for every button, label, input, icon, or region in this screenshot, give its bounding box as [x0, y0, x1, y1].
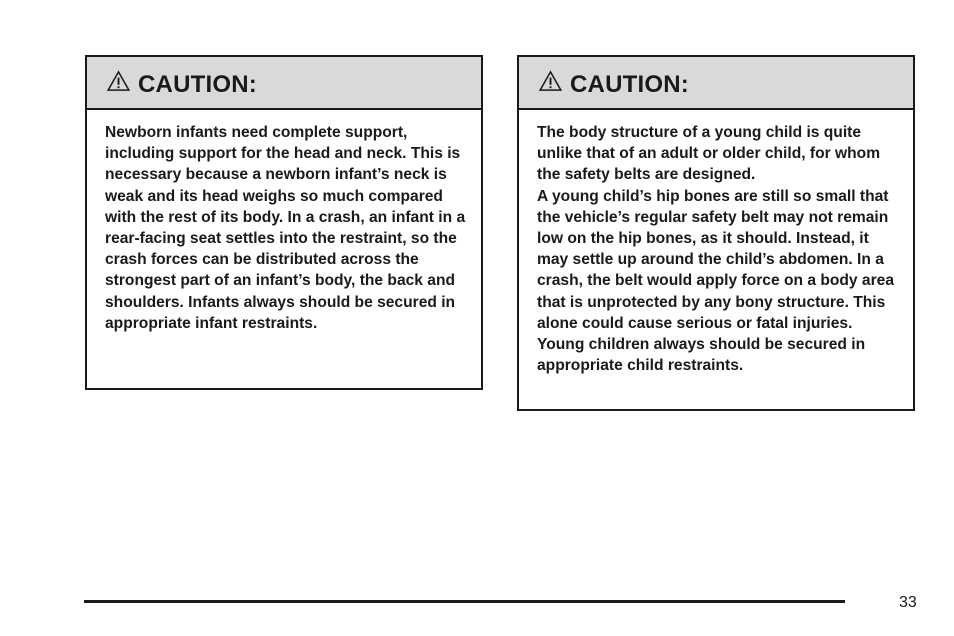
page-number: 33 [899, 594, 917, 611]
caution-title: CAUTION: [138, 70, 257, 98]
warning-triangle-icon [107, 70, 130, 92]
caution-text: Newborn infants need complete support, including support for the head and neck. This is necessary because a newborn infant’s neck is weak and its head weighs so much compared with the rest of its body. In a crash, an infant in a rear-facing seat settles into the restraint, so the crash forces can be distributed across the strongest part of an infant’s body, the back and shoulders. Infants always should be secured in appropriate infant restraints. [105, 124, 466, 332]
footer-rule [84, 600, 845, 603]
caution-text-part-2: A young child’s hip bones are still so small that the vehicle’s regular safety belt may not remain low on the hip bones, as it should. Instead, it may settle up around the child’s abdomen. In a crash, the belt would apply force on a body area that is unprotected by any bony structure. This alone could cause serious or fatal injuries. Young children always should be secured in appropriate child restraints. [537, 187, 895, 375]
caution-box-newborn [85, 55, 483, 390]
warning-triangle-icon [539, 70, 562, 92]
caution-title: CAUTION: [570, 70, 689, 98]
caution-body [87, 110, 481, 334]
caution-body [519, 110, 913, 376]
caution-header [87, 57, 481, 110]
caution-box-young-child [517, 55, 915, 411]
caution-text-part-1: The body structure of a young child is quite unlike that of an adult or older child, for whom the safety belts are designed. [537, 124, 881, 184]
caution-header [519, 57, 913, 110]
